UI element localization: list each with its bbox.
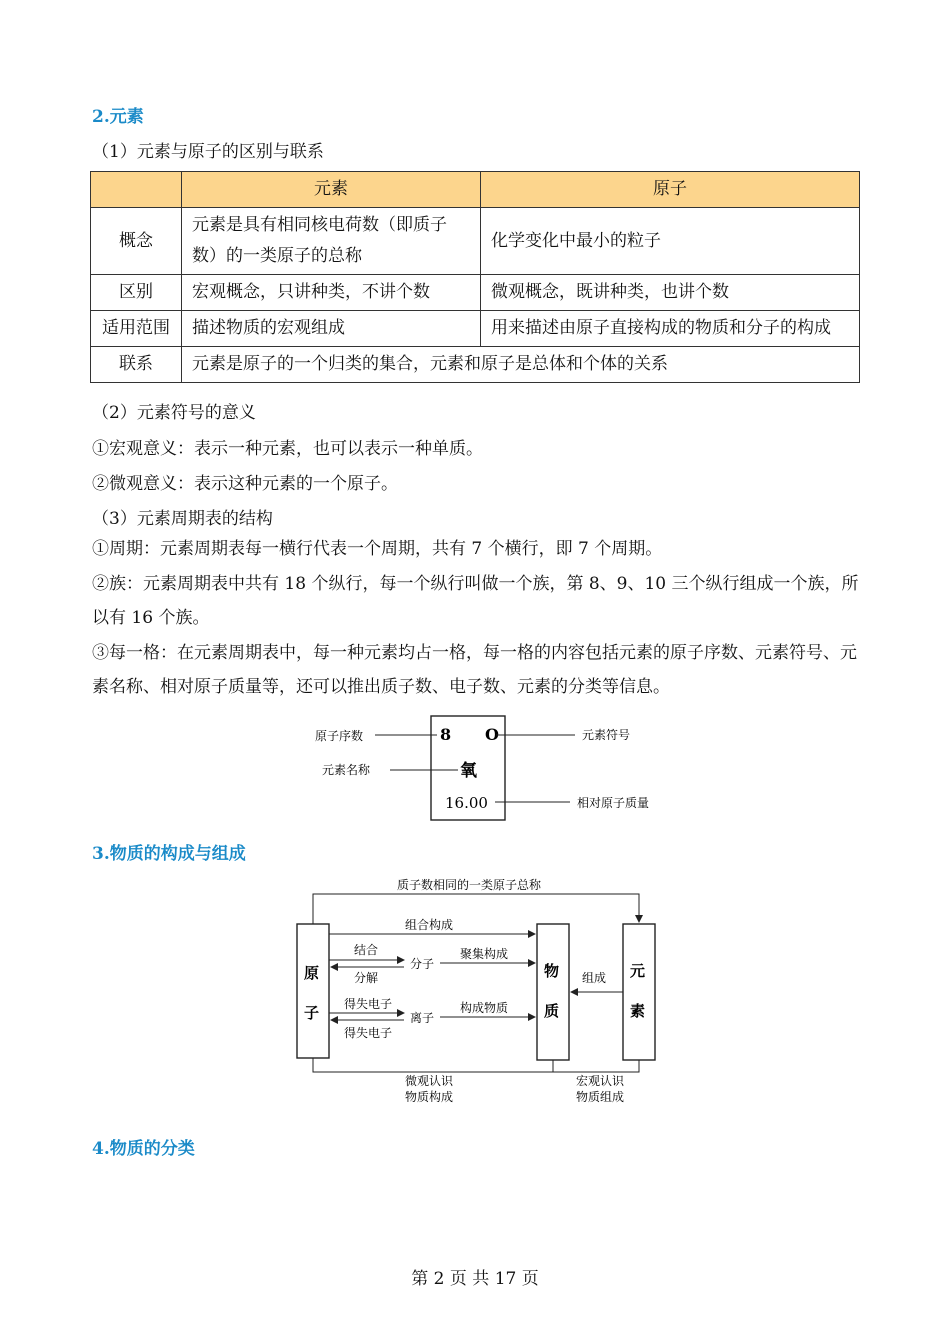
top-loop-label: 质子数相同的一类原子总称 xyxy=(397,878,542,892)
atomic-mass: 16.00 xyxy=(445,794,488,812)
micro-label-2: 物质构成 xyxy=(405,1090,454,1104)
table-header-element: 元素 xyxy=(182,172,481,208)
atom-box xyxy=(297,924,329,1058)
atomic-number: 8 xyxy=(440,725,452,744)
row-label: 适用范围 xyxy=(91,311,182,347)
atom-cell: 用来描述由原子直接构成的物质和分子的构成 xyxy=(481,311,860,347)
table-row xyxy=(91,275,860,311)
label-element-symbol: 元素符号 xyxy=(582,728,631,742)
atom-char-1: 原 xyxy=(304,964,320,982)
table-row xyxy=(91,347,860,383)
macro-label-1: 宏观认识 xyxy=(576,1074,625,1088)
element-box xyxy=(623,924,655,1060)
substance-char-1: 物 xyxy=(544,962,560,980)
combine-label: 组合构成 xyxy=(405,918,454,932)
gain-lose-label-2: 得失电子 xyxy=(344,1026,393,1040)
page-footer: 第 2 页 共 17 页 xyxy=(411,1269,539,1289)
element-symbol: O xyxy=(485,725,499,744)
group-paragraph: ②族：元素周期表中共有 18 个纵行，每一个纵行叫做一个族，第 8、9、10 三个纵行组成一个族，所以有 16 个族。 xyxy=(92,574,859,628)
element-cell: 描述物质的宏观组成 xyxy=(182,311,481,347)
micro-bracket xyxy=(313,1058,553,1072)
top-loop-arrow xyxy=(313,894,639,924)
form-label: 构成物质 xyxy=(460,1001,509,1015)
atom-char-2: 子 xyxy=(304,1004,320,1022)
section-2-title: 2.元素 xyxy=(92,107,144,127)
ion-label: 离子 xyxy=(410,1011,435,1025)
element-cell: 元素是具有相同核电荷数（即质子数）的一类原子的总称 xyxy=(182,208,481,275)
subsection-3-title: （3）元素周期表的结构 xyxy=(92,509,273,529)
micro-label-1: 微观认识 xyxy=(405,1074,454,1088)
table-header-empty xyxy=(91,172,182,208)
element-char-1: 元 xyxy=(630,962,646,980)
macro-meaning: ①宏观意义：表示一种元素，也可以表示一种单质。 xyxy=(92,439,483,459)
element-cell: 宏观概念，只讲种类，不讲个数 xyxy=(182,275,481,311)
row-label: 概念 xyxy=(91,208,182,275)
label-element-name: 元素名称 xyxy=(322,763,371,777)
aggregate-label: 聚集构成 xyxy=(460,947,509,961)
subsection-2-title: （2）元素符号的意义 xyxy=(92,403,256,423)
section-3-title: 3.物质的构成与组成 xyxy=(92,844,246,864)
molecule-label: 分子 xyxy=(410,957,435,971)
table-header-atom: 原子 xyxy=(481,172,860,208)
period-paragraph: ①周期：元素周期表每一横行代表一个周期，共有 7 个横行，即 7 个周期。 xyxy=(92,539,663,559)
macro-bracket xyxy=(553,1060,639,1072)
substance-structure-diagram xyxy=(292,872,667,1112)
micro-meaning: ②微观意义：表示这种元素的一个原子。 xyxy=(92,474,398,494)
macro-label-2: 物质组成 xyxy=(576,1090,625,1104)
table-row xyxy=(91,208,860,275)
element-char-2: 素 xyxy=(630,1002,646,1020)
row-label: 区别 xyxy=(91,275,182,311)
substance-char-2: 质 xyxy=(544,1002,560,1020)
label-atomic-number: 原子序数 xyxy=(315,729,364,743)
element-name: 氧 xyxy=(460,761,477,781)
atom-cell: 微观概念，既讲种类，也讲个数 xyxy=(481,275,860,311)
element-atom-table xyxy=(90,171,860,383)
row-label: 联系 xyxy=(91,347,182,383)
substance-box xyxy=(537,924,569,1060)
gain-lose-label-1: 得失电子 xyxy=(344,997,393,1011)
link-cell: 元素是原子的一个归类的集合，元素和原子是总体和个体的关系 xyxy=(182,347,860,383)
compose-label: 组成 xyxy=(582,971,607,985)
subsection-1-title: （1）元素与原子的区别与联系 xyxy=(92,142,324,162)
label-atomic-mass: 相对原子质量 xyxy=(577,796,650,810)
element-cell-diagram xyxy=(300,710,680,828)
decompose-label: 分解 xyxy=(354,971,379,985)
bond-label: 结合 xyxy=(354,943,379,957)
section-4-title: 4.物质的分类 xyxy=(92,1139,195,1159)
atom-cell: 化学变化中最小的粒子 xyxy=(481,208,860,275)
table-header-row xyxy=(91,172,860,208)
cell-paragraph: ③每一格：在元素周期表中，每一种元素均占一格，每一格的内容包括元素的原子序数、元素符号、元素名称、相对原子质量等，还可以推出质子数、电子数、元素的分类等信息。 xyxy=(92,643,857,697)
table-row xyxy=(91,311,860,347)
